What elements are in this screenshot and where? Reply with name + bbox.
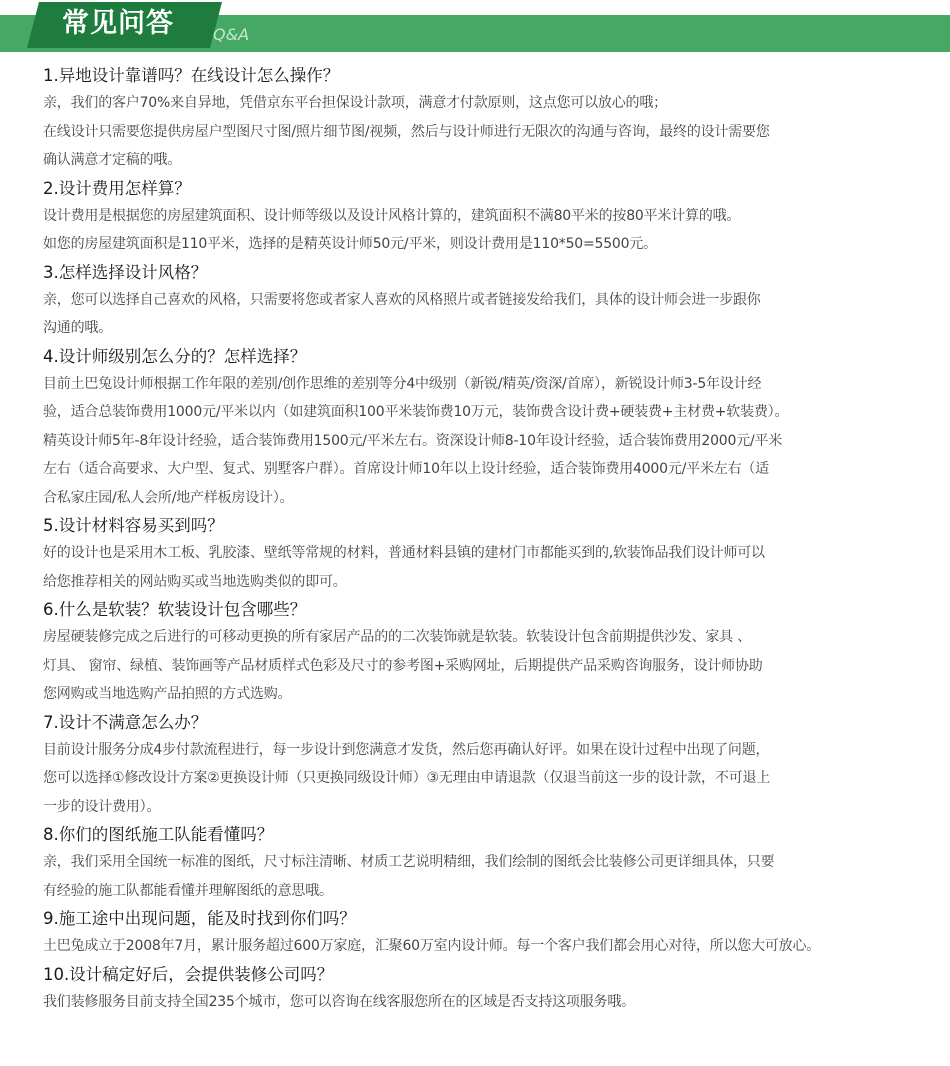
faq-answer-line: 亲，我们采用全国统一标准的图纸，尺寸标注清晰、材质工艺说明精细，我们绘制的图纸会比装修公司更详细具体，只要	[43, 854, 775, 870]
faq-item	[43, 62, 943, 175]
faq-question: 10.设计稿定好后，会提供装修公司吗？	[43, 964, 334, 984]
faq-answer-line: 精英设计师5年-8年设计经验，适合装饰费用1500元/平米左右。资深设计师8-10年设计经验，适合装饰费用2000元/平米	[43, 432, 783, 449]
faq-question: 9.施工途中出现问题，能及时找到你们吗？	[43, 909, 356, 928]
faq-item	[43, 343, 943, 513]
faq-answer-line: 合私家庄园/私人会所/地产样板房设计）。	[43, 489, 294, 506]
faq-answer-line: 好的设计也是采用木工板、乳胶漆、壁纸等常规的材料，普通材料县镇的建材门市都能买到的,软装饰品我们设计师可以	[43, 545, 765, 561]
faq-question: 7.设计不满意怎么办？	[43, 712, 208, 732]
faq-question: 1.异地设计靠谱吗？在线设计怎么操作？	[43, 66, 340, 85]
faq-answer-line: 在线设计只需要您提供房屋户型图尺寸图/照片细节图/视频，然后与设计师进行无限次的沟通与咨询，最终的设计需要您	[43, 123, 770, 140]
faq-answer-line: 亲，您可以选择自己喜欢的风格，只需要将您或者家人喜欢的风格照片或者链接发给我们，具体的设计师会进一步跟你	[43, 291, 761, 308]
faq-item	[43, 709, 943, 822]
faq-answer-line: 我们装修服务目前支持全国235个城市，您可以咨询在线客服您所在的区域是否支持这项服务哦。	[43, 993, 635, 1010]
faq-answer-line: 房屋硬装修完成之后进行的可移动更换的所有家居产品的的二次装饰就是软装。软装设计包含前期提供沙发、家具 、	[43, 629, 752, 645]
faq-item	[43, 175, 943, 259]
faq-answer-line: 左右（适合高要求、大户型、复式、别墅客户群）。首席设计师10年以上设计经验，适合装饰费用4000元/平米左右（适	[43, 461, 769, 477]
faq-question: 8.你们的图纸施工队能看懂吗？	[43, 825, 274, 844]
banner-title: 常见问答	[62, 8, 174, 39]
faq-answer-line: 您网购或当地选购产品拍照的方式选购。	[43, 686, 292, 702]
faq-answer-line: 土巴兔成立于2008年7月，累计服务超过600万家庭，汇聚60万室内设计师。每一个客户我们都会用心对待，所以您大可放心。	[43, 938, 821, 954]
faq-answer-line: 确认满意才定稿的哦。	[43, 152, 181, 168]
faq-question: 4.设计师级别怎么分的？怎样选择？	[43, 346, 307, 366]
faq-answer-line: 目前设计服务分成4步付款流程进行，每一步设计到您满意才发货，然后您再确认好评。如果在设计过程中出现了问题，	[43, 741, 770, 758]
faq-answer-line: 验，适合总装饰费用1000元/平米以内（如建筑面积100平米装饰费10万元，装饰费含设计费+硬装费+主材费+软装费）。	[43, 404, 789, 420]
faq-question: 3.怎样选择设计风格？	[43, 262, 208, 282]
faq-answer-line: 您可以选择①修改设计方案②更换设计师（只更换同级设计师）③无理由申请退款（仅退当前这一步的设计款，不可退上	[43, 770, 771, 786]
faq-item	[43, 512, 943, 596]
faq-question: 2.设计费用怎样算？	[43, 178, 191, 198]
faq-item	[43, 596, 943, 709]
faq-answer-line: 一步的设计费用）。	[43, 798, 161, 815]
qa-banner	[0, 0, 950, 52]
faq-answer-line: 有经验的施工队都能看懂并理解图纸的意思哦。	[43, 882, 333, 899]
faq-item	[43, 821, 943, 905]
faq-question: 6.什么是软装？软装设计包含哪些？	[43, 600, 307, 619]
faq-answer-line: 亲，我们的客户70%来自异地，凭借京东平台担保设计款项，满意才付款原则，这点您可以放心的哦；	[43, 95, 667, 111]
faq-question: 5.设计材料容易买到吗？	[43, 516, 224, 535]
faq-item	[43, 905, 943, 961]
faq-answer-line: 灯具、 窗帘、绿植、装饰画等产品材质样式色彩及尺寸的参考图+采购网址，后期提供产品采购咨询服务，设计师协助	[43, 657, 763, 674]
faq-answer-line: 设计费用是根据您的房屋建筑面积、设计师等级以及设计风格计算的，建筑面积不满80平米的按80平米计算的哦。	[43, 207, 741, 224]
banner-subtitle: Q&A	[213, 25, 250, 44]
faq-item	[43, 259, 943, 343]
faq-answer-line: 如您的房屋建筑面积是110平米，选择的是精英设计师50元/平米，则设计费用是110*50=5500元。	[43, 236, 657, 252]
faq-answer-line: 目前土巴兔设计师根据工作年限的差别/创作思维的差别等分4中级别（新锐/精英/资深/首席），新锐设计师3-5年设计经	[43, 375, 762, 392]
faq-answer-line: 给您推荐相关的网站购买或当地选购类似的即可。	[43, 573, 347, 590]
faq-answer-line: 沟通的哦。	[43, 320, 112, 336]
faq-list	[43, 62, 943, 1016]
faq-item	[43, 961, 943, 1017]
